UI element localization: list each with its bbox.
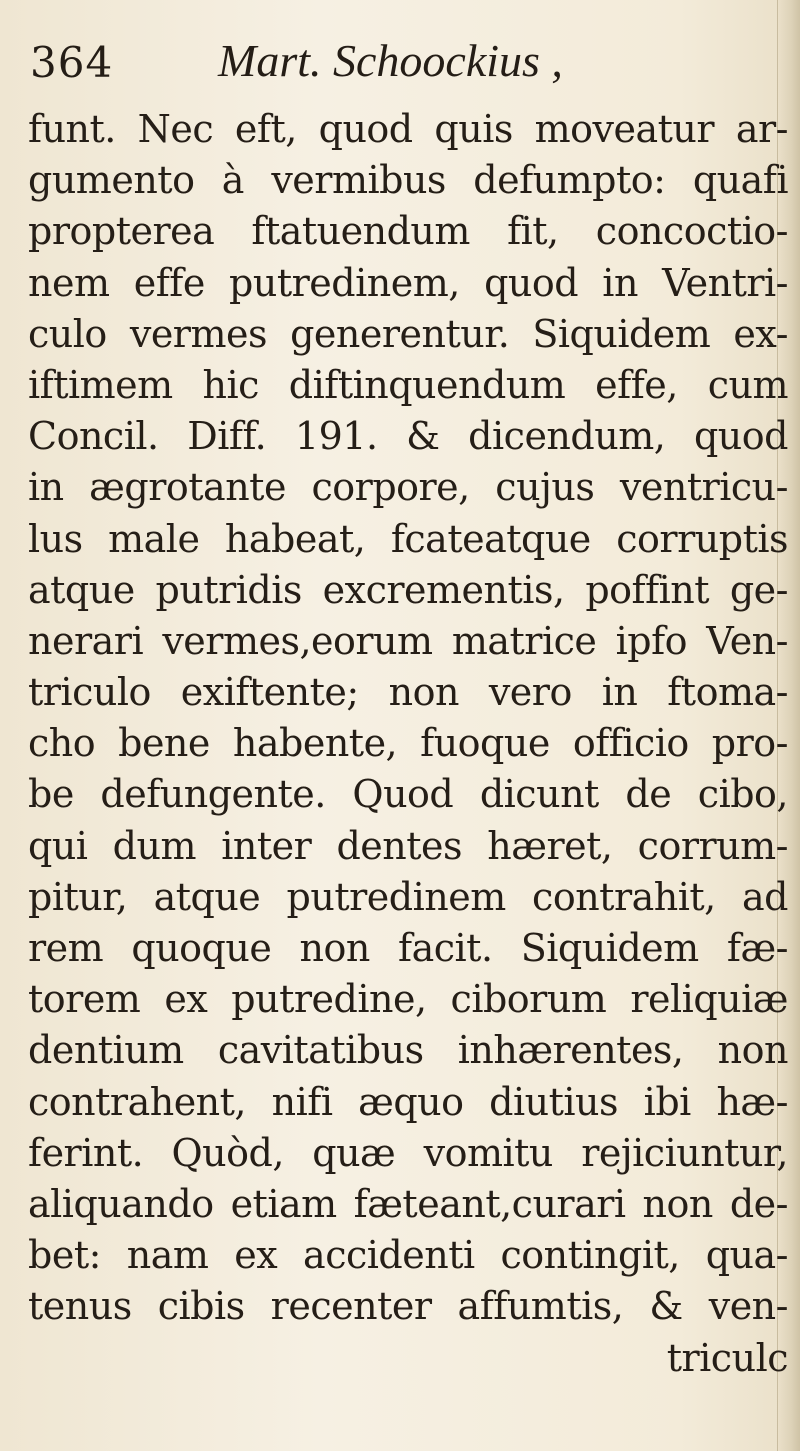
- text-line: iftimem hic diftinquendum effe, cum: [28, 362, 788, 407]
- text-line: qui dum inter dentes hæret, corrum-: [28, 823, 788, 868]
- text-line: lus male habeat, fcateatque corruptis: [28, 516, 788, 561]
- text-line: torem ex putredine, ciborum reliquiæ: [28, 977, 788, 1022]
- text-line: contrahent, nifi æquo diutius ibi hæ-: [28, 1079, 788, 1124]
- text-line: culo vermes generentur. Siquidem ex-: [28, 311, 788, 356]
- page-header: [30, 30, 770, 96]
- text-line: nerari vermes,eorum matrice ipfo Ven-: [28, 618, 788, 663]
- text-line: pitur, atque putredinem contrahit, ad: [28, 874, 788, 919]
- text-line: Concil. Diff. 191. & dicendum, quod: [28, 414, 788, 459]
- body-text: [28, 104, 788, 1384]
- text-line: funt. Nec eft, quod quis moveatur ar-: [28, 107, 788, 151]
- text-line: cho bene habente, fuoque officio pro-: [28, 721, 788, 766]
- text-line: ferint. Quòd, quæ vomitu rejiciuntur,: [28, 1130, 788, 1175]
- text-line: atque putridis excrementis, poffint ge-: [28, 567, 788, 612]
- text-line: gumento à vermibus defumpto: quafi: [28, 158, 788, 203]
- text-line: nem effe putredinem, quod in Ventri-: [28, 260, 788, 305]
- text-line: bet: nam ex accidenti contingit, qua-: [28, 1233, 788, 1278]
- text-line: propterea ftatuendum fit, concoctio-: [28, 209, 788, 254]
- text-line: in ægrotante corpore, cujus ventricu-: [28, 465, 788, 510]
- text-line: triculo exiftente; non vero in ftoma-: [28, 670, 788, 715]
- running-head: Mart. Schoockius ,: [218, 35, 563, 86]
- text-line: dentium cavitatibus inhærentes, non: [28, 1028, 788, 1073]
- catchword: triculc: [666, 1335, 788, 1380]
- text-line: tenus cibis recenter affumtis, & ven-: [28, 1284, 788, 1329]
- page-number: 364: [30, 38, 114, 87]
- text-line: aliquando etiam fæteant,curari non de-: [28, 1181, 788, 1226]
- text-line: be defungente. Quod dicunt de cibo,: [28, 772, 788, 817]
- text-line: rem quoque non facit. Siquidem fæ-: [28, 926, 788, 970]
